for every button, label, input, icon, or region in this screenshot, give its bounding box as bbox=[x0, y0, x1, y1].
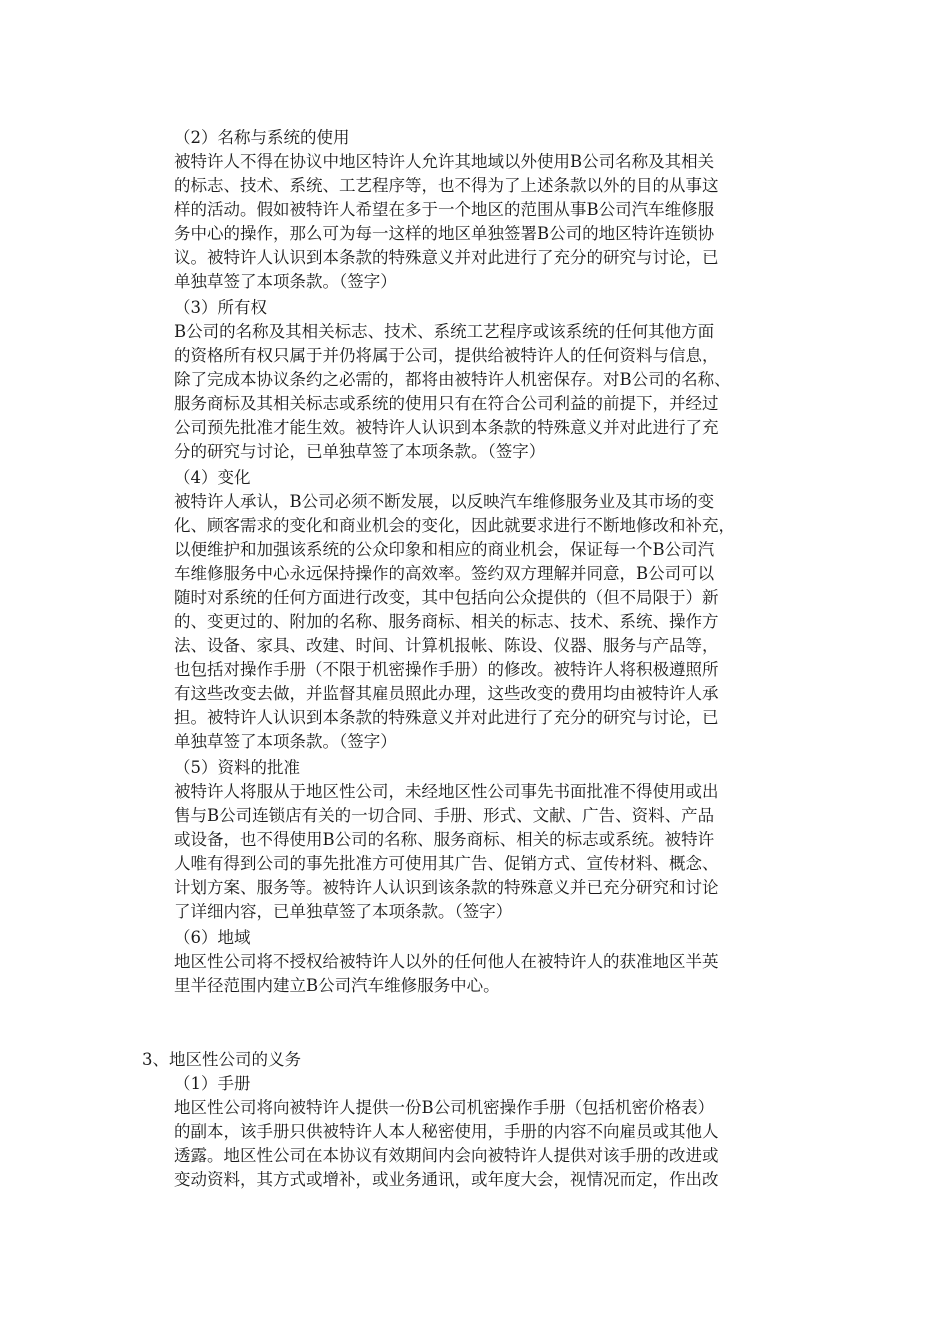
paragraph-line: 除了完成本协议条约之必需的，都将由被特许人机密保存。对B公司的名称、 bbox=[174, 370, 731, 389]
section-2-5-heading: （5）资料的批准 bbox=[174, 758, 300, 777]
paragraph-line: 也包括对操作手册（不限于机密操作手册）的修改。被特许人将积极遵照所 bbox=[174, 660, 719, 679]
paragraph-line: 的、变更过的、附加的名称、服务商标、相关的标志、技术、系统、操作方 bbox=[174, 612, 719, 631]
paragraph-line: 车维修服务中心永远保持操作的高效率。签约双方理解并同意，B公司可以 bbox=[174, 564, 715, 583]
paragraph-line: 公司预先批准才能生效。被特许人认识到本条款的特殊意义并对此进行了充 bbox=[174, 418, 719, 437]
paragraph-line: 务中心的操作，那么可为每一这样的地区单独签署B公司的地区特许连锁协 bbox=[174, 224, 715, 243]
paragraph-line: 随时对系统的任何方面进行改变，其中包括向公众提供的（但不局限于）新 bbox=[174, 588, 719, 607]
paragraph-line: 法、设备、家具、改建、时间、计算机报帐、陈设、仪器、服务与产品等， bbox=[174, 636, 719, 655]
section-3-heading: 3、地区性公司的义务 bbox=[142, 1050, 301, 1069]
paragraph-line: 有这些改变去做，并监督其雇员照此办理，这些改变的费用均由被特许人承 bbox=[174, 684, 719, 703]
paragraph-line: 或设备，也不得使用B公司的名称、服务商标、相关的标志或系统。被特许 bbox=[174, 830, 715, 849]
paragraph-line: 样的活动。假如被特许人希望在多于一个地区的范围从事B公司汽车维修服 bbox=[174, 200, 715, 219]
paragraph-line: 地区性公司将向被特许人提供一份B公司机密操作手册（包括机密价格表） bbox=[174, 1098, 715, 1117]
paragraph-line: 以便维护和加强该系统的公众印象和相应的商业机会，保证每一个B公司汽 bbox=[174, 540, 715, 559]
paragraph-line: 担。被特许人认识到本条款的特殊意义并对此进行了充分的研究与讨论，已 bbox=[174, 708, 719, 727]
paragraph-line: 里半径范围内建立B公司汽车维修服务中心。 bbox=[174, 976, 500, 995]
paragraph-line: 被特许人将服从于地区性公司，未经地区性公司事先书面批准不得使用或出 bbox=[174, 782, 719, 801]
paragraph-line: 单独草签了本项条款。（签字） bbox=[174, 732, 397, 751]
paragraph-line: 被特许人不得在协议中地区特许人允许其地域以外使用B公司名称及其相关 bbox=[174, 152, 715, 171]
paragraph-line: 了详细内容，已单独草签了本项条款。（签字） bbox=[174, 902, 513, 921]
section-3-1-heading: （1）手册 bbox=[174, 1074, 251, 1093]
paragraph-line: 计划方案、服务等。被特许人认识到该条款的特殊意义并已充分研究和讨论 bbox=[174, 878, 719, 897]
paragraph-line: 的标志、技术、系统、工艺程序等，也不得为了上述条款以外的目的从事这 bbox=[174, 176, 719, 195]
paragraph-line: 分的研究与讨论，已单独草签了本项条款。（签字） bbox=[174, 442, 546, 461]
section-2-3-heading: （3）所有权 bbox=[174, 298, 267, 317]
paragraph-line: B公司的名称及其相关标志、技术、系统工艺程序或该系统的任何其他方面 bbox=[174, 322, 715, 341]
paragraph-line: 被特许人承认，B公司必须不断发展，以反映汽车维修服务业及其市场的变 bbox=[174, 492, 715, 511]
section-2-4-heading: （4）变化 bbox=[174, 468, 251, 487]
paragraph-line: 透露。地区性公司在本协议有效期间内会向被特许人提供对该手册的改进或 bbox=[174, 1146, 719, 1165]
section-2-6-heading: （6）地域 bbox=[174, 928, 251, 947]
paragraph-line: 议。被特许人认识到本条款的特殊意义并对此进行了充分的研究与讨论，已 bbox=[174, 248, 719, 267]
paragraph-line: 的资格所有权只属于并仍将属于公司，提供给被特许人的任何资料与信息， bbox=[174, 346, 719, 365]
paragraph-line: 服务商标及其相关标志或系统的使用只有在符合公司利益的前提下，并经过 bbox=[174, 394, 719, 413]
paragraph-line: 单独草签了本项条款。（签字） bbox=[174, 272, 397, 291]
paragraph-line: 的副本，该手册只供被特许人本人秘密使用，手册的内容不向雇员或其他人 bbox=[174, 1122, 719, 1141]
paragraph-line: 售与B公司连锁店有关的一切合同、手册、形式、文献、广告、资料、产品 bbox=[174, 806, 715, 825]
paragraph-line: 人唯有得到公司的事先批准方可使用其广告、促销方式、宣传材料、概念、 bbox=[174, 854, 719, 873]
paragraph-line: 变动资料，其方式或增补，或业务通讯，或年度大会，视情况而定，作出改 bbox=[174, 1170, 719, 1189]
paragraph-line: 地区性公司将不授权给被特许人以外的任何他人在被特许人的获准地区半英 bbox=[174, 952, 719, 971]
section-2-2-heading: （2）名称与系统的使用 bbox=[174, 128, 350, 147]
paragraph-line: 化、顾客需求的变化和商业机会的变化，因此就要求进行不断地修改和补充， bbox=[174, 516, 735, 535]
